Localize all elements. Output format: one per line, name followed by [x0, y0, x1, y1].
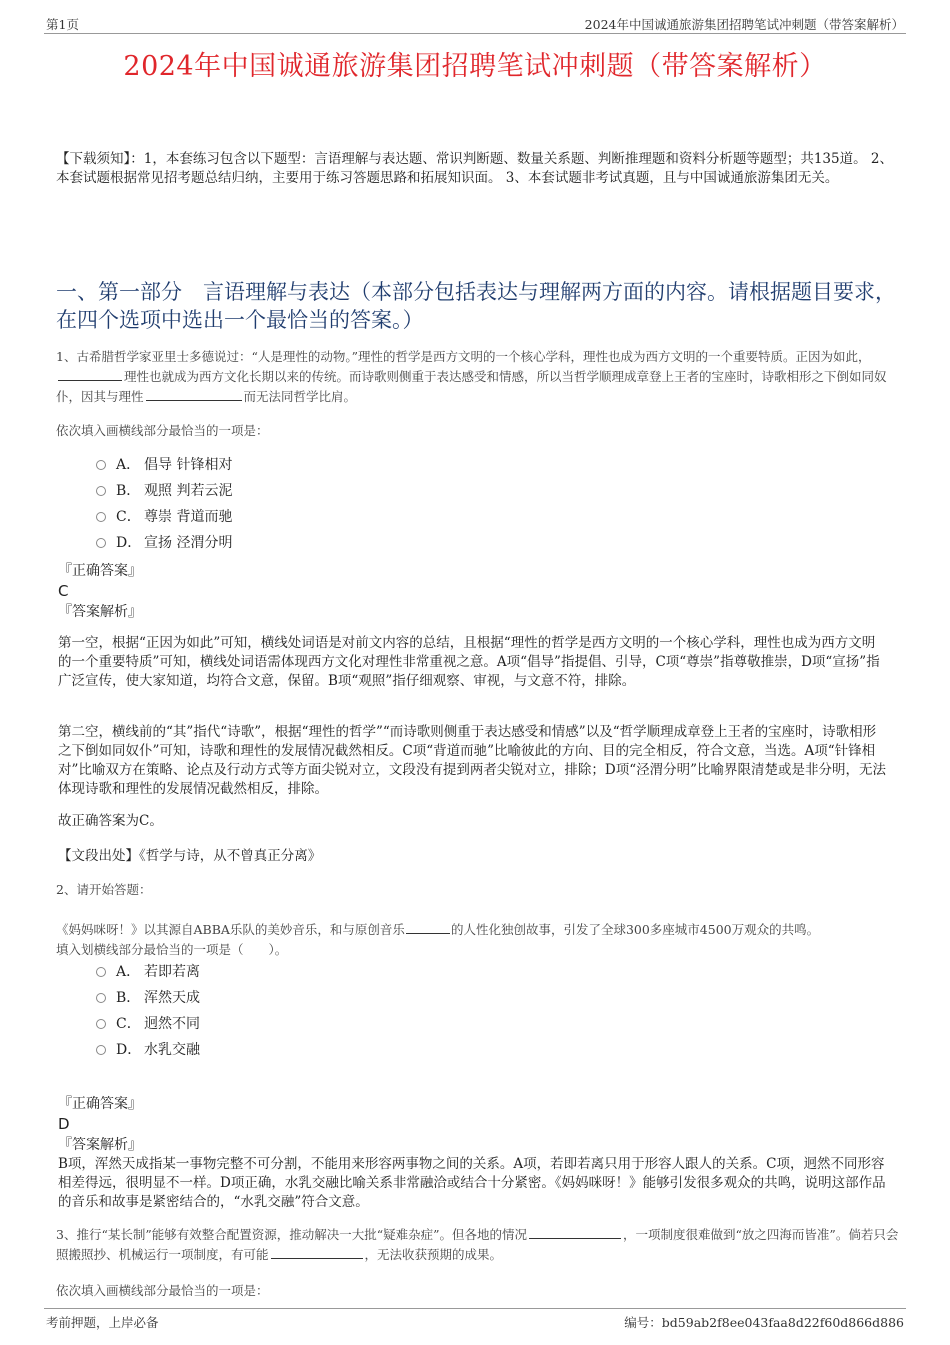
option-a[interactable]: A． 若即若离	[96, 959, 200, 985]
radio-icon[interactable]	[96, 460, 106, 470]
question-1-stem	[56, 347, 902, 407]
radio-icon[interactable]	[96, 512, 106, 522]
document-id: 编号：bd59ab2f8ee043faa8d22f60d866d886	[624, 1315, 904, 1330]
blank-line	[271, 1246, 363, 1259]
question-2-stem: 《妈妈咪呀！》以其源自ABBA乐队的美妙音乐，和与原创音乐 的人性化独创故事，引发了全球300多座城市4500万观众的共鸣。	[56, 922, 820, 937]
answer-label: 『正确答案』	[58, 563, 142, 579]
radio-icon[interactable]	[96, 1045, 106, 1055]
question-1-text-a: 1、古希腊哲学家亚里士多德说过：“人是理性的动物。”理性的哲学是西方文明的一个核心学科，理性也成为西方文明的一个重要特质。正因为如此，	[56, 349, 871, 364]
running-header-title: 2024年中国诚通旅游集团招聘笔试冲刺题（带答案解析）	[584, 17, 904, 32]
blank-line	[406, 921, 450, 934]
document-title: 2024年中国诚通旅游集团招聘笔试冲刺题（带答案解析）	[123, 51, 827, 82]
blank-line	[146, 388, 242, 401]
option-d[interactable]: D． 宣扬 泾渭分明	[96, 530, 232, 556]
radio-icon[interactable]	[96, 993, 106, 1003]
analysis-label: 『答案解析』	[58, 604, 142, 620]
blank-line	[529, 1226, 621, 1239]
option-c[interactable]: C． 迥然不同	[96, 1011, 200, 1037]
analysis-paragraph: B项，浑然天成指某一事物完整不可分割，不能用来形容两事物之间的关系。A项，若即若离只用于形容人跟人的关系。C项，迥然不同形容相差得远，很明显不一样。D项正确，水乳交融比喻关系非常融洽或结合十分紧密。《妈妈咪呀！》能够引发很多观众的共鸣，说明这部作品的音乐和故事是紧密结合的，“水乳交融”符合文意。	[58, 1156, 886, 1210]
option-d[interactable]: D． 水乳交融	[96, 1037, 200, 1063]
footer-divider	[44, 1308, 906, 1309]
analysis-paragraph-2: 第二空，横线前的“其”指代“诗歌”，根据“理性的哲学”“而诗歌则侧重于表达感受和情感”以及“哲学顺理成章登上王者的宝座时，诗歌相形之下倒如同奴仆”可知，诗歌和理性的发展情况截然相反。C项“背道而驰”比喻彼此的方向、目的完全相反，符合文意，当选。A项“针锋相对”比喻双方在策略、论点及行动方式等方面尖锐对立，文段没有提到两者尖锐对立，排除；D项“泾渭分明”比喻界限清楚或是非分明，无法体现诗歌和理性的发展情况截然相反，排除。	[58, 724, 887, 797]
text-source: 【文段出处】《哲学与诗，从不曾真正分离》	[58, 848, 322, 864]
question-1-text-b: 理性也就成为西方文化长期以来的传统。而诗歌则侧重于表达感受和情感，所以当哲学顺理成章登上王者的宝座时，诗歌相形之下倒如同奴仆，因其与理性	[56, 369, 887, 404]
download-notice: 【下载须知】：1，本套练习包含以下题型：言语理解与表达题、常识判断题、数量关系题、判断推理题和资料分析题等题型；共135道。 2、本套试题根据常见招考题总结归纳，主要用于练习答题思路和拓展知识面。 3、本套试题非考试真题，且与中国诚通旅游集团无关。	[56, 151, 893, 186]
page-number: 第1页	[46, 17, 79, 32]
analysis-label: 『答案解析』	[58, 1137, 142, 1153]
question-1-text-c: 而无法同哲学比肩。	[243, 389, 357, 404]
header-divider	[44, 33, 906, 34]
question-1-prompt: 依次填入画横线部分最恰当的一项是：	[56, 423, 269, 438]
option-a[interactable]: A． 倡导 针锋相对	[96, 452, 232, 478]
question-2-intro: 2、请开始答题：	[56, 882, 152, 897]
question-3-prompt: 依次填入画横线部分最恰当的一项是：	[56, 1283, 269, 1298]
correct-answer: D	[58, 1115, 70, 1133]
radio-icon[interactable]	[96, 1019, 106, 1029]
footer-slogan: 考前押题，上岸必备	[46, 1315, 159, 1330]
analysis-conclusion: 故正确答案为C。	[58, 813, 163, 829]
question-1-options	[96, 452, 232, 556]
radio-icon[interactable]	[96, 538, 106, 548]
section-heading: 一、第一部分 言语理解与表达（本部分包括表达与理解两方面的内容。请根据题目要求，在四个选项中选出一个最恰当的答案。）	[56, 280, 896, 332]
question-3-stem: 3、推行“某长制”能够有效整合配置资源，推动解决一大批“疑难杂症”。但各地的情况 ，一项制度很难做到“放之四海而皆准”。倘若只会照搬照抄、机械运行一项制度，有可能 ，无法收获预期的成果。	[56, 1227, 899, 1262]
blank-line	[58, 368, 122, 381]
option-b[interactable]: B． 浑然天成	[96, 985, 200, 1011]
question-2-options	[96, 959, 200, 1063]
option-b[interactable]: B． 观照 判若云泥	[96, 478, 232, 504]
radio-icon[interactable]	[96, 967, 106, 977]
correct-answer: C	[58, 582, 69, 600]
answer-label: 『正确答案』	[58, 1096, 142, 1112]
analysis-paragraph-1: 第一空，根据“正因为如此”可知，横线处词语是对前文内容的总结，且根据“理性的哲学是西方文明的一个核心学科，理性也成为西方文明的一个重要特质”可知，横线处词语需体现西方文化对理性非常重视之意。A项“倡导”指提倡、引导，C项“尊崇”指尊敬推崇，D项“宣扬”指广泛宣传，使大家知道，均符合文意，保留。B项“观照”指仔细观察、审视，与文意不符，排除。	[58, 635, 880, 689]
question-2-prompt: 填入划横线部分最恰当的一项是（ ）。	[56, 942, 288, 957]
radio-icon[interactable]	[96, 486, 106, 496]
option-c[interactable]: C． 尊崇 背道而驰	[96, 504, 232, 530]
